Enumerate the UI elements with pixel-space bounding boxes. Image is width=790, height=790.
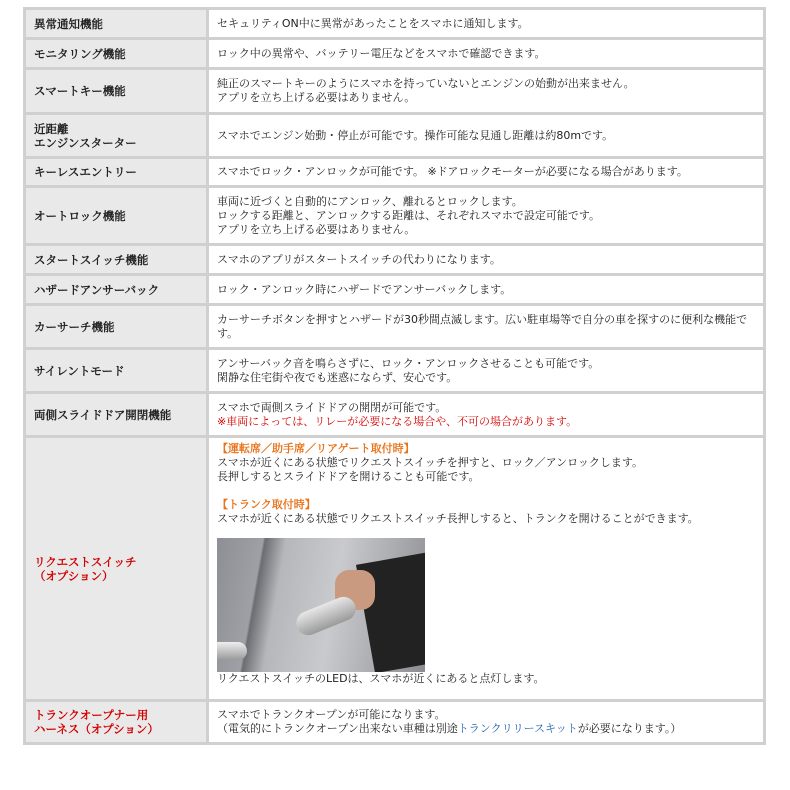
description-line: カーサーチボタンを押すとハザードが30秒間点滅します。広い駐車場等で自分の車を探すのに便利な機能です。: [217, 312, 748, 340]
text: が必要になります。）: [577, 722, 682, 735]
feature-name: キーレスエントリー: [25, 158, 208, 187]
text: （電気的にトランクオープン出来ない車種は別途: [217, 722, 458, 735]
description-line: [217, 722, 755, 736]
description-line: アプリを立ち上げる必要はありません。: [217, 222, 416, 236]
feature-name-line: エンジンスターター: [34, 135, 137, 150]
feature-description: [208, 9, 765, 39]
feature-description: [208, 39, 765, 69]
table-row: [25, 9, 765, 39]
trunk-release-kit-link[interactable]: トランクリリースキット: [457, 722, 578, 735]
description-line: スマホのアプリがスタートスイッチの代わりになります。: [217, 252, 501, 266]
description-line: 車両に近づくと自動的にアンロック、離れるとロックします。: [217, 194, 523, 208]
feature-table: [23, 7, 766, 745]
feature-name: モニタリング機能: [25, 39, 208, 69]
feature-description: [208, 158, 765, 187]
feature-name: カーサーチ機能: [25, 305, 208, 349]
table-row: [25, 158, 765, 187]
feature-description: [208, 275, 765, 305]
feature-description: [208, 245, 765, 275]
feature-name-line: ハーネス（オプション）: [34, 722, 159, 736]
description-line: スマホで両側スライドドアの開閉が可能です。: [217, 400, 447, 414]
feature-description: [208, 305, 765, 349]
feature-description: [208, 393, 765, 437]
feature-name: オートロック機能: [25, 187, 208, 245]
photo-caption: リクエストスイッチのLEDは、スマホが近くにあると点灯します。: [217, 672, 545, 685]
description-line: スマホでロック・アンロックが可能です。 ※ドアロックモーターが必要になる場合があります。: [217, 165, 688, 178]
description-line: セキュリティON中に異常があったことをスマホに通知します。: [217, 16, 529, 30]
description-line: スマホでトランクオープンが可能になります。: [217, 708, 446, 721]
description-line: ロックする距離と、アンロックする距離は、それぞれスマホで設定可能です。: [217, 208, 601, 222]
feature-description: [208, 701, 765, 744]
feature-name: [25, 114, 208, 158]
description-line: 閑静な住宅街や夜でも迷惑にならず、安心です。: [217, 370, 458, 384]
feature-name: ハザードアンサーバック: [25, 275, 208, 305]
feature-name: 両側スライドドア開閉機能: [25, 393, 208, 437]
table-row: [25, 305, 765, 349]
table-row-trunk-harness: [25, 701, 765, 744]
feature-name: [25, 437, 208, 701]
description-line: 長押しするとスライドドアを開けることも可能です。: [217, 470, 480, 483]
description-line: スマホが近くにある状態でリクエストスイッチ長押しすると、トランクを開けることができます。: [217, 512, 699, 525]
feature-name: スマートキー機能: [25, 69, 208, 114]
door-handle-photo: [217, 538, 425, 672]
table-row: [25, 114, 765, 158]
feature-name: 異常通知機能: [25, 9, 208, 39]
description-line: ロック中の異常や、バッテリー電圧などをスマホで確認できます。: [217, 46, 546, 60]
feature-description: [208, 69, 765, 114]
feature-name: [25, 701, 208, 744]
table-row: [25, 39, 765, 69]
description-line: 純正のスマートキーのようにスマホを持っていないとエンジンの始動が出来ません。: [217, 77, 635, 90]
feature-name-line: （オプション）: [34, 568, 114, 583]
description-line: ロック・アンロック時にハザードでアンサーバックします。: [217, 282, 512, 296]
description-line: スマホでエンジン始動・停止が可能です。操作可能な見通し距離は約80mです。: [217, 128, 614, 142]
table-row: [25, 245, 765, 275]
warning-note: ※車両によっては、リレーが必要になる場合や、不可の場合があります。: [217, 414, 578, 428]
section-heading: 【運転席／助手席／リアゲート取付時】: [217, 442, 415, 455]
feature-name: サイレントモード: [25, 349, 208, 393]
table-row: [25, 349, 765, 393]
table-row-request-switch: [25, 437, 765, 701]
table-row: [25, 69, 765, 114]
description-line: アンサーバック音を鳴らさずに、ロック・アンロックさせることも可能です。: [217, 356, 600, 370]
description-line: アプリを立ち上げる必要はありません。: [217, 91, 416, 104]
table-row: [25, 187, 765, 245]
description-line: スマホが近くにある状態でリクエストスイッチを押すと、ロック／アンロックします。: [217, 456, 644, 469]
feature-name-line: リクエストスイッチ: [34, 554, 137, 569]
feature-name-line: 近距離: [34, 121, 69, 136]
table-row: [25, 275, 765, 305]
feature-description: [208, 349, 765, 393]
section-heading: 【トランク取付時】: [217, 498, 316, 511]
feature-description: [208, 437, 765, 701]
feature-description: [208, 187, 765, 245]
feature-description: [208, 114, 765, 158]
feature-name: スタートスイッチ機能: [25, 245, 208, 275]
table-row: [25, 393, 765, 437]
feature-name-line: トランクオープナー用: [34, 708, 149, 722]
